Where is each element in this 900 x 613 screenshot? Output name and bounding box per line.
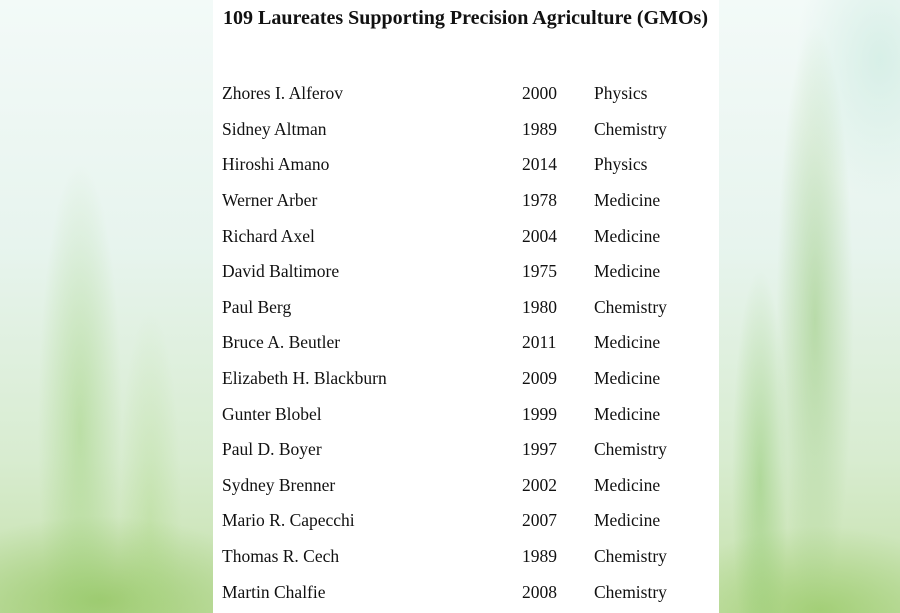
prize-field: Medicine bbox=[594, 261, 661, 282]
laureate-name: Hiroshi Amano bbox=[222, 154, 330, 175]
table-row bbox=[222, 183, 714, 219]
laureate-name: Martin Chalfie bbox=[222, 581, 326, 602]
prize-field: Medicine bbox=[594, 403, 661, 424]
content-panel bbox=[213, 0, 719, 613]
laureate-name: Bruce A. Beutler bbox=[222, 332, 341, 353]
prize-field: Chemistry bbox=[594, 296, 667, 317]
table-row bbox=[222, 254, 714, 290]
prize-field: Chemistry bbox=[594, 439, 667, 460]
table-row bbox=[222, 468, 714, 504]
table-row bbox=[222, 112, 714, 148]
award-year: 1999 bbox=[522, 403, 557, 424]
laureate-name: Richard Axel bbox=[222, 225, 315, 246]
table-row bbox=[222, 396, 714, 432]
laureate-name: Elizabeth H. Blackburn bbox=[222, 368, 387, 389]
page-title: 109 Laureates Supporting Precision Agriculture (GMOs) bbox=[223, 7, 708, 29]
prize-field: Physics bbox=[594, 83, 648, 104]
award-year: 2011 bbox=[522, 332, 557, 353]
laureate-name: David Baltimore bbox=[222, 261, 340, 282]
prize-field: Chemistry bbox=[594, 118, 667, 139]
table-row bbox=[222, 539, 714, 575]
table-row bbox=[222, 361, 714, 397]
table-row bbox=[222, 503, 714, 539]
laureate-name: Paul D. Boyer bbox=[222, 439, 322, 460]
laureate-name: Werner Arber bbox=[222, 190, 318, 211]
award-year: 2002 bbox=[522, 474, 557, 495]
award-year: 1975 bbox=[522, 261, 557, 282]
prize-field: Medicine bbox=[594, 510, 661, 531]
prize-field: Physics bbox=[594, 154, 648, 175]
laureate-name: Paul Berg bbox=[222, 296, 292, 317]
laureate-name: Sidney Altman bbox=[222, 118, 327, 139]
award-year: 1997 bbox=[522, 439, 557, 460]
table-row bbox=[222, 325, 714, 361]
table-row bbox=[222, 147, 714, 183]
table-row bbox=[222, 218, 714, 254]
laureate-rows bbox=[222, 76, 714, 610]
prize-field: Chemistry bbox=[594, 546, 667, 567]
prize-field: Medicine bbox=[594, 190, 661, 211]
award-year: 1978 bbox=[522, 190, 557, 211]
award-year: 2007 bbox=[522, 510, 557, 531]
award-year: 1989 bbox=[522, 546, 557, 567]
laureate-name: Zhores I. Alferov bbox=[222, 83, 344, 104]
award-year: 2004 bbox=[522, 225, 557, 246]
laureate-name: Sydney Brenner bbox=[222, 474, 336, 495]
award-year: 2014 bbox=[522, 154, 557, 175]
table-row bbox=[222, 574, 714, 610]
prize-field: Medicine bbox=[594, 332, 661, 353]
laureate-table bbox=[222, 76, 714, 610]
laureate-name: Thomas R. Cech bbox=[222, 546, 340, 567]
prize-field: Medicine bbox=[594, 225, 661, 246]
prize-field: Medicine bbox=[594, 474, 661, 495]
award-year: 1980 bbox=[522, 296, 557, 317]
laureate-name: Mario R. Capecchi bbox=[222, 510, 355, 531]
award-year: 1989 bbox=[522, 118, 557, 139]
laureate-name: Gunter Blobel bbox=[222, 403, 322, 424]
table-row bbox=[222, 432, 714, 468]
prize-field: Chemistry bbox=[594, 581, 667, 602]
award-year: 2009 bbox=[522, 368, 557, 389]
prize-field: Medicine bbox=[594, 368, 661, 389]
table-row bbox=[222, 76, 714, 112]
table-row bbox=[222, 290, 714, 326]
award-year: 2000 bbox=[522, 83, 557, 104]
award-year: 2008 bbox=[522, 581, 557, 602]
